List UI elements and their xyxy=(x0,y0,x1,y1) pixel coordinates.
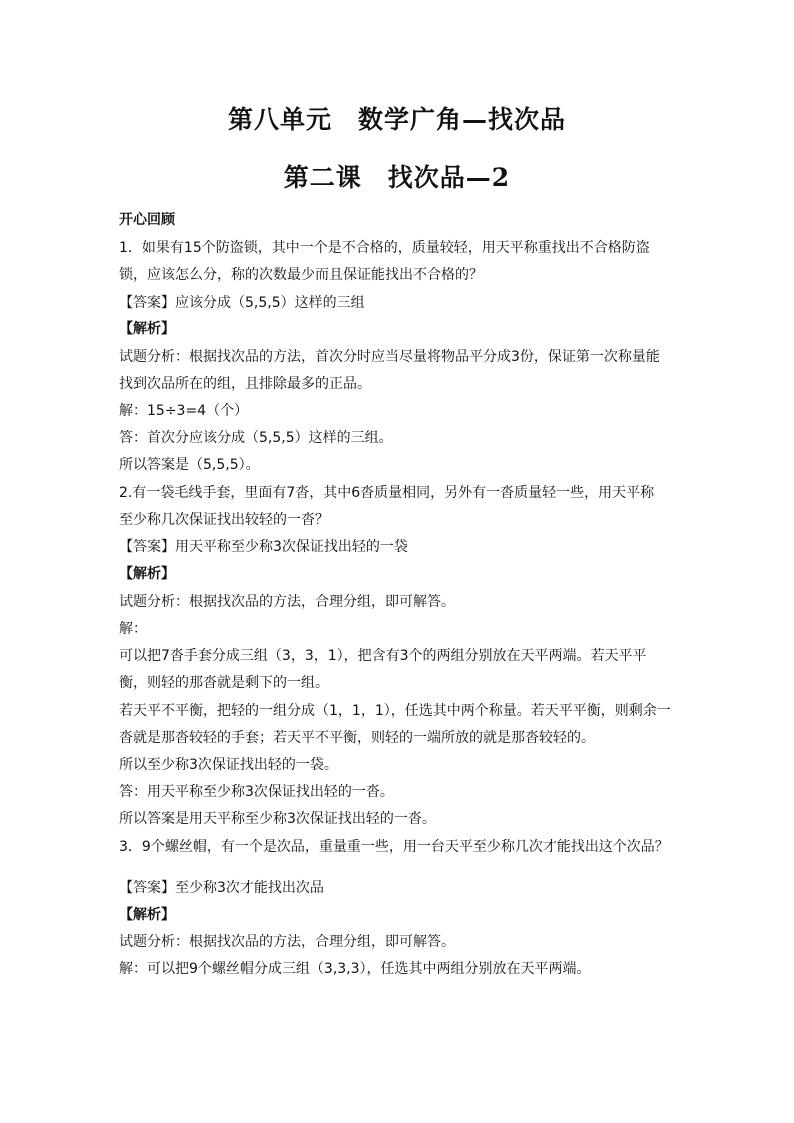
text-line: 可以把7沓手套分成三组（3，3，1），把含有3个的两组分别放在天平两端。若天平平 xyxy=(119,648,647,664)
text-line: 锁，应该怎么分，称的次数最少而且保证能找出不合格的？ xyxy=(119,267,483,283)
text-line: 所以至少称3次保证找出轻的一袋。 xyxy=(119,757,338,773)
analysis-heading: 【解析】 xyxy=(119,907,175,923)
text-line: 答：首次分应该分成（5,5,5）这样的三组。 xyxy=(119,430,393,446)
section-heading: 开心回顾 xyxy=(119,212,175,228)
text-line: 衡，则轻的那沓就是剩下的一组。 xyxy=(119,675,329,691)
text-line: 解：可以把9个螺丝帽分成三组（3,3,3），任选其中两组分别放在天平两端。 xyxy=(119,961,591,977)
analysis-heading: 【解析】 xyxy=(119,321,175,337)
text-line: 试题分析：根据找次品的方法，合理分组，即可解答。 xyxy=(119,934,455,950)
answer-line: 【答案】至少称3次才能找出次品 xyxy=(119,880,324,896)
text-line: 2.有一袋毛线手套，里面有7沓，其中6沓质量相同，另外有一沓质量轻一些，用天平称 xyxy=(119,485,655,501)
text-line: 1．如果有15个防盗锁，其中一个是不合格的，质量较轻，用天平称重找出不合格防盗 xyxy=(119,240,650,256)
text-line: 找到次品所在的组，且排除最多的正品。 xyxy=(119,376,371,392)
text-line: 解： xyxy=(119,621,147,637)
unit-title: 第八单元 数学广角—找次品 xyxy=(227,105,566,134)
text-line: 沓就是那沓较轻的手套；若天平不平衡，则轻的一端所放的就是那沓较轻的。 xyxy=(119,730,595,746)
text-line: 3．9个螺丝帽，有一个是次品，重量重一些，用一台天平至少称几次才能找出这个次品？ xyxy=(119,839,669,855)
answer-line: 【答案】应该分成（5,5,5）这样的三组 xyxy=(119,295,365,311)
text-line: 所以答案是用天平称至少称3次保证找出轻的一沓。 xyxy=(119,811,436,827)
analysis-heading: 【解析】 xyxy=(119,566,175,582)
text-line: 至少称几次保证找出较轻的一沓？ xyxy=(119,512,329,528)
text-line: 答：用天平称至少称3次保证找出轻的一沓。 xyxy=(119,784,394,800)
text-line: 若天平不平衡，把轻的一组分成（1，1，1），任选其中两个称量。若天平平衡，则剩余一 xyxy=(119,703,671,719)
text-line: 试题分析：根据找次品的方法，合理分组，即可解答。 xyxy=(119,594,455,610)
text-line: 试题分析：根据找次品的方法，首次分时应当尽量将物品平分成3份，保证第一次称量能 xyxy=(119,349,660,365)
answer-line: 【答案】用天平称至少称3次保证找出轻的一袋 xyxy=(119,539,408,555)
text-line: 解：15÷3=4（个） xyxy=(119,403,249,419)
lesson-title: 第二课 找次品—2 xyxy=(283,163,511,192)
text-line: 所以答案是（5,5,5）。 xyxy=(119,457,260,473)
